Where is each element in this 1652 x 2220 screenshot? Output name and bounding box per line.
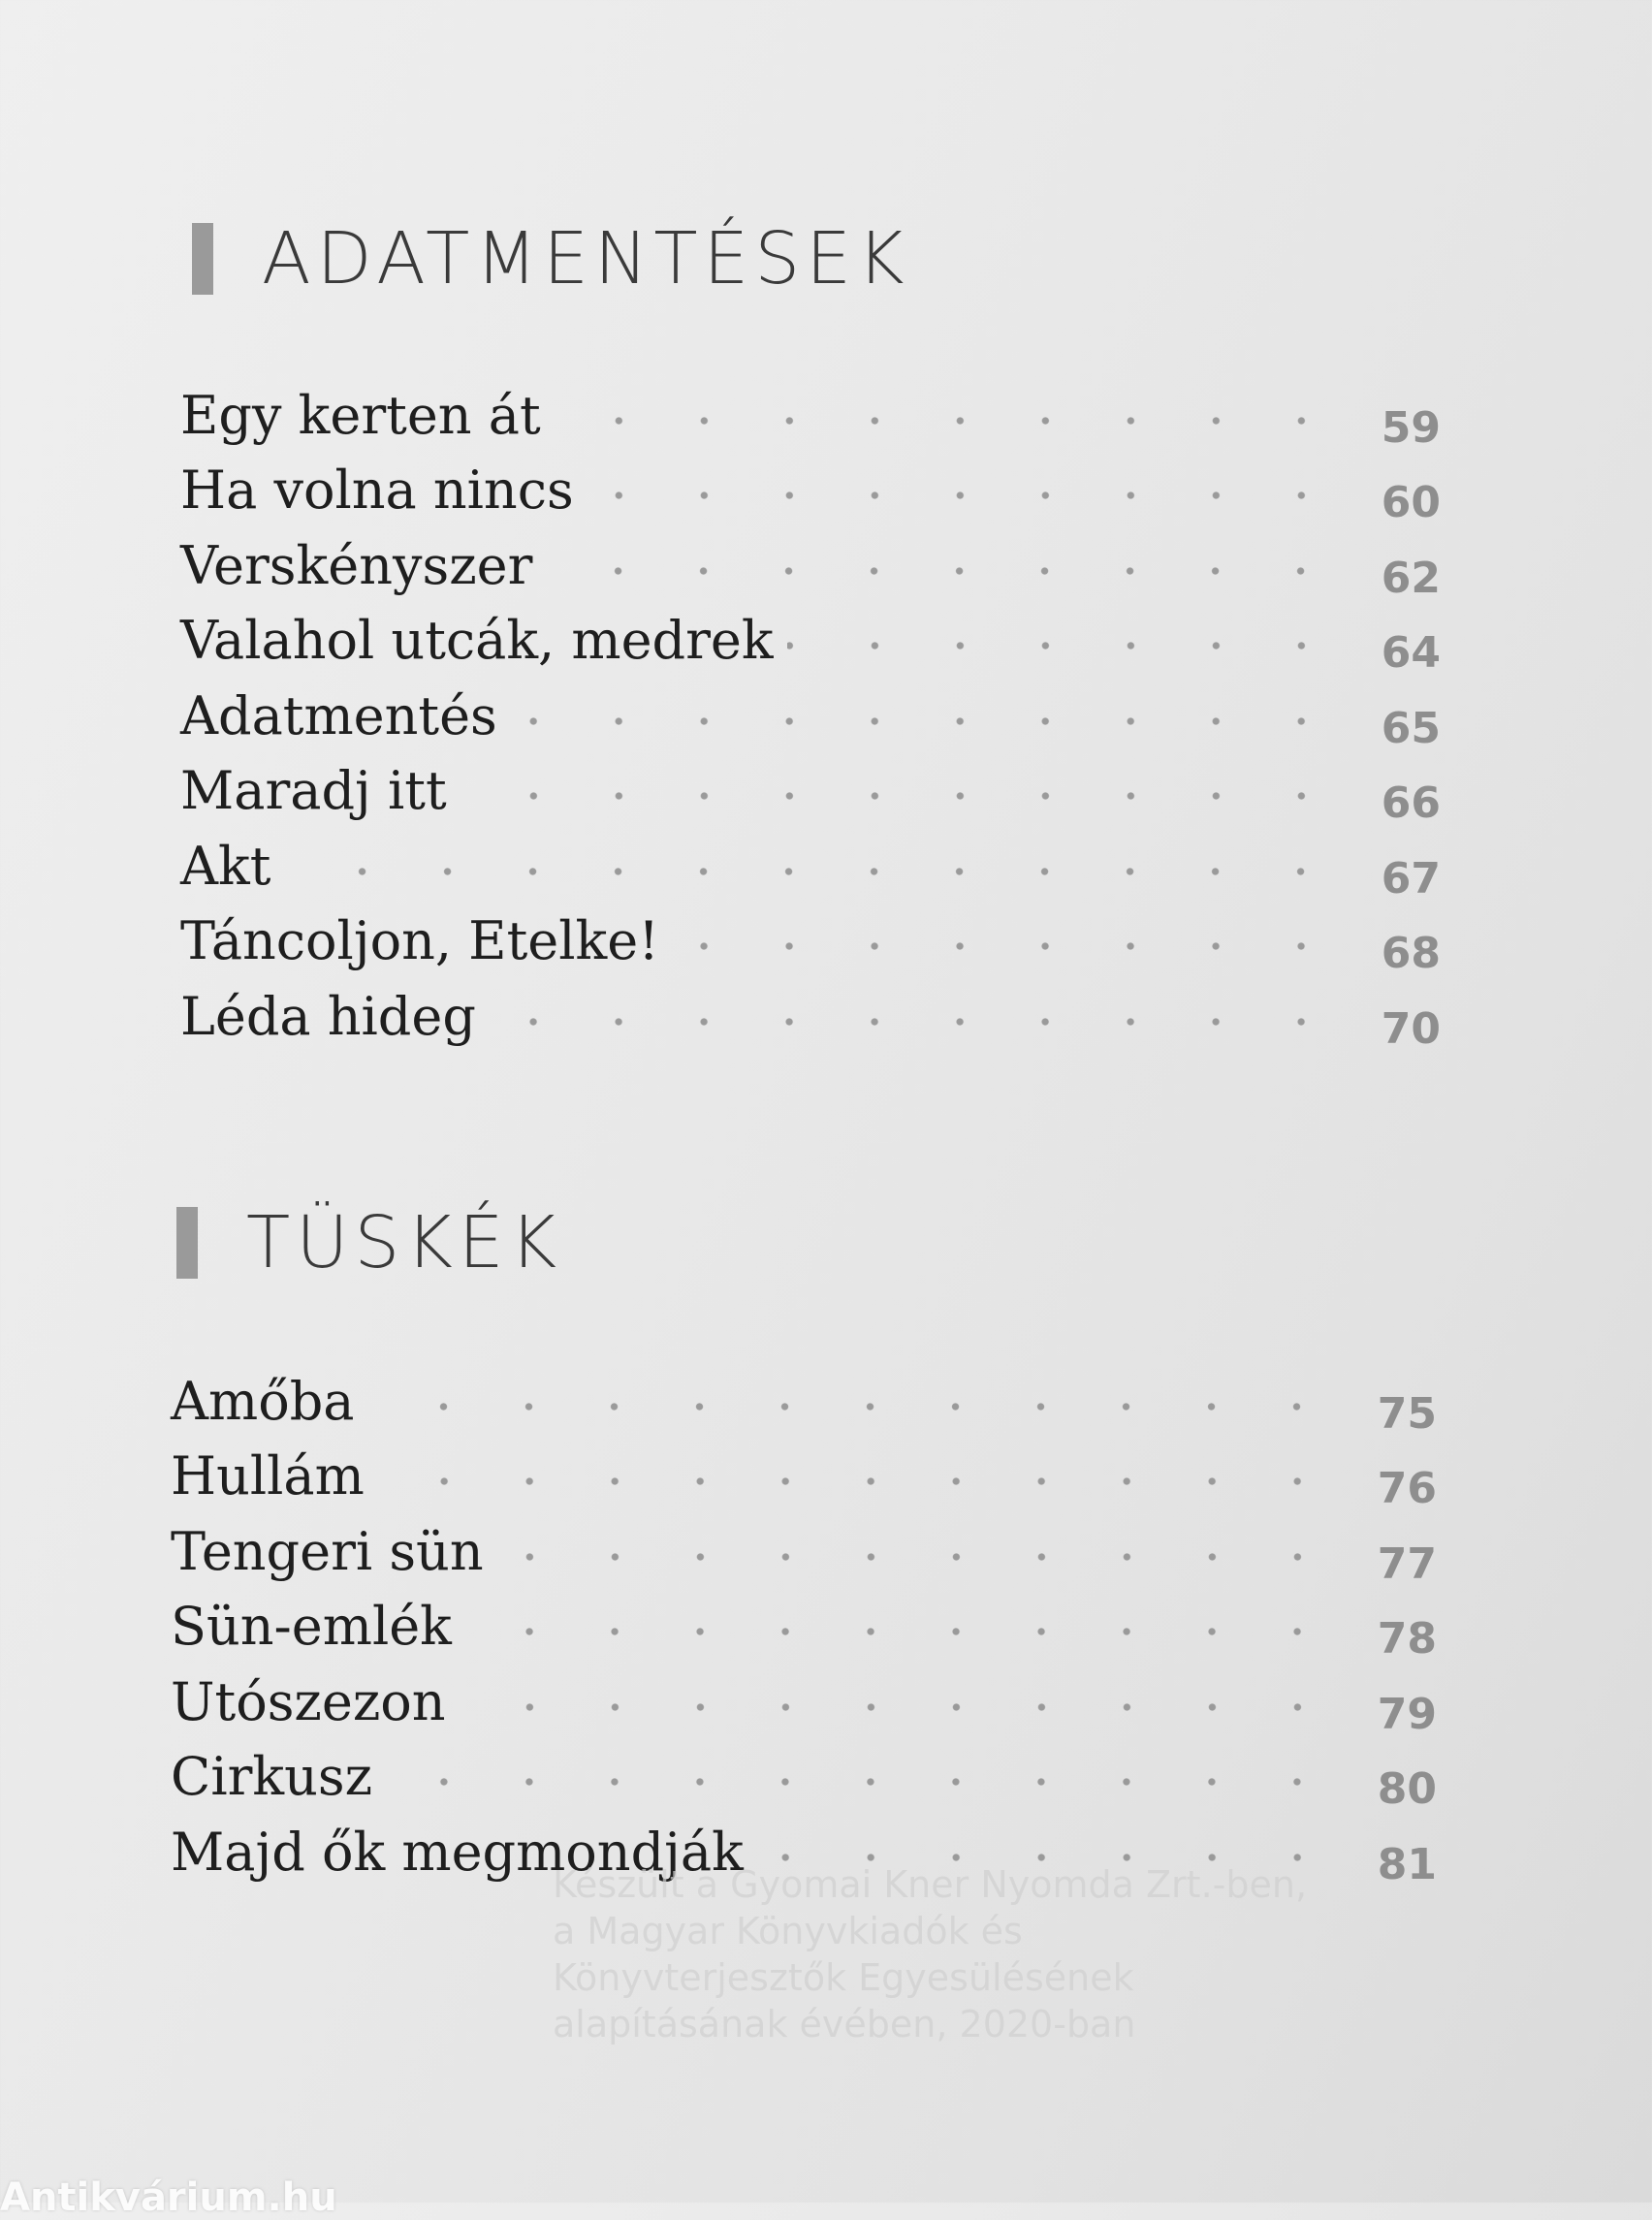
toc-page-number: 62 (1381, 553, 1441, 603)
dot-leader (588, 490, 1344, 501)
toc-entry (180, 904, 1441, 980)
toc-page-number: 79 (1377, 1689, 1437, 1739)
toc-entry (171, 1364, 1437, 1440)
toc-entry-title: Táncoljon, Etelke! (180, 910, 659, 972)
toc-page-number: 65 (1381, 703, 1441, 753)
toc-entry (180, 454, 1441, 529)
dot-leader (465, 1626, 1340, 1637)
dot-leader (386, 1776, 1340, 1788)
toc-page-number: 80 (1377, 1764, 1437, 1815)
toc-entry-title: Amőba (171, 1370, 355, 1432)
toc-page-number: 64 (1381, 628, 1441, 679)
toc-page-number: 66 (1381, 778, 1441, 829)
toc-entry (180, 679, 1441, 754)
toc-page-number: 81 (1377, 1839, 1437, 1889)
toc-page-number: 78 (1377, 1614, 1437, 1665)
section-title: TÜSKÉK (246, 1201, 563, 1284)
toc-entry (180, 378, 1441, 454)
toc-entry-title: Majd ők megmondják (171, 1821, 744, 1883)
toc-page-number: 76 (1377, 1464, 1437, 1514)
dot-leader (461, 790, 1344, 802)
toc-entry (180, 528, 1441, 604)
toc-entry-title: Egy kerten át (180, 384, 541, 446)
dot-leader (546, 565, 1344, 577)
toc-entry (171, 1440, 1437, 1515)
dot-leader (555, 415, 1344, 427)
section-header-adatmentesek (192, 217, 910, 301)
toc-entry-title: Ha volna nincs (180, 460, 574, 522)
toc-entry-title: Maradj itt (180, 760, 447, 822)
section-marker-bar (192, 223, 213, 295)
toc-entry-title: Tengeri sün (171, 1520, 484, 1582)
dot-leader (367, 1401, 1340, 1412)
dot-leader (490, 1016, 1344, 1028)
toc-page-number: 68 (1381, 929, 1441, 979)
toc-entry-title: Hullám (171, 1445, 365, 1507)
watermark: Antikvárium.hu (0, 2175, 337, 2220)
toc-entry-title: Verskényszer (180, 534, 533, 596)
dot-leader (460, 1701, 1340, 1713)
section-marker-bar (176, 1207, 198, 1279)
toc-entry-title: Akt (180, 835, 271, 897)
toc-page-number: 77 (1377, 1538, 1437, 1589)
dot-leader (284, 866, 1344, 877)
toc-entry (180, 604, 1441, 680)
show-through-text: Készült a Gyomai Kner Nyomda Zrt.-ben, a Magyar Könyvkiadók és Könyvterjesztők Egyesülésének alapításának évében, 2020-ban (553, 1863, 1308, 2046)
toc-entry (180, 754, 1441, 830)
section-title: ADATMENTÉSEK (262, 217, 910, 301)
toc-entry (180, 829, 1441, 904)
dot-leader (378, 1475, 1340, 1487)
toc-list-adatmentesek (180, 378, 1441, 1055)
toc-entry-title: Adatmentés (180, 684, 497, 746)
toc-page-number: 67 (1381, 853, 1441, 904)
toc-entry (171, 1590, 1437, 1665)
toc-entry (171, 1665, 1437, 1740)
dot-leader (511, 715, 1344, 727)
toc-page-number: 75 (1377, 1388, 1437, 1439)
toc-entry-title: Utószezon (171, 1670, 446, 1732)
toc-entry (180, 979, 1441, 1055)
toc-entry-title: Valahol utcák, medrek (180, 610, 774, 672)
toc-page-number: 59 (1381, 402, 1441, 453)
dot-leader (673, 940, 1344, 952)
toc-entry (171, 1514, 1437, 1590)
dot-leader (497, 1551, 1340, 1563)
section-header-tuskek (176, 1201, 563, 1284)
toc-list-tuskek (171, 1364, 1437, 1890)
dot-leader (787, 640, 1344, 651)
toc-entry (171, 1740, 1437, 1816)
toc-entry-title: Léda hideg (180, 985, 476, 1047)
toc-entry-title: Cirkusz (171, 1746, 373, 1808)
toc-page-number: 70 (1381, 1003, 1441, 1054)
toc-entry-title: Sün-emlék (171, 1596, 452, 1658)
toc-page-number: 60 (1381, 478, 1441, 528)
